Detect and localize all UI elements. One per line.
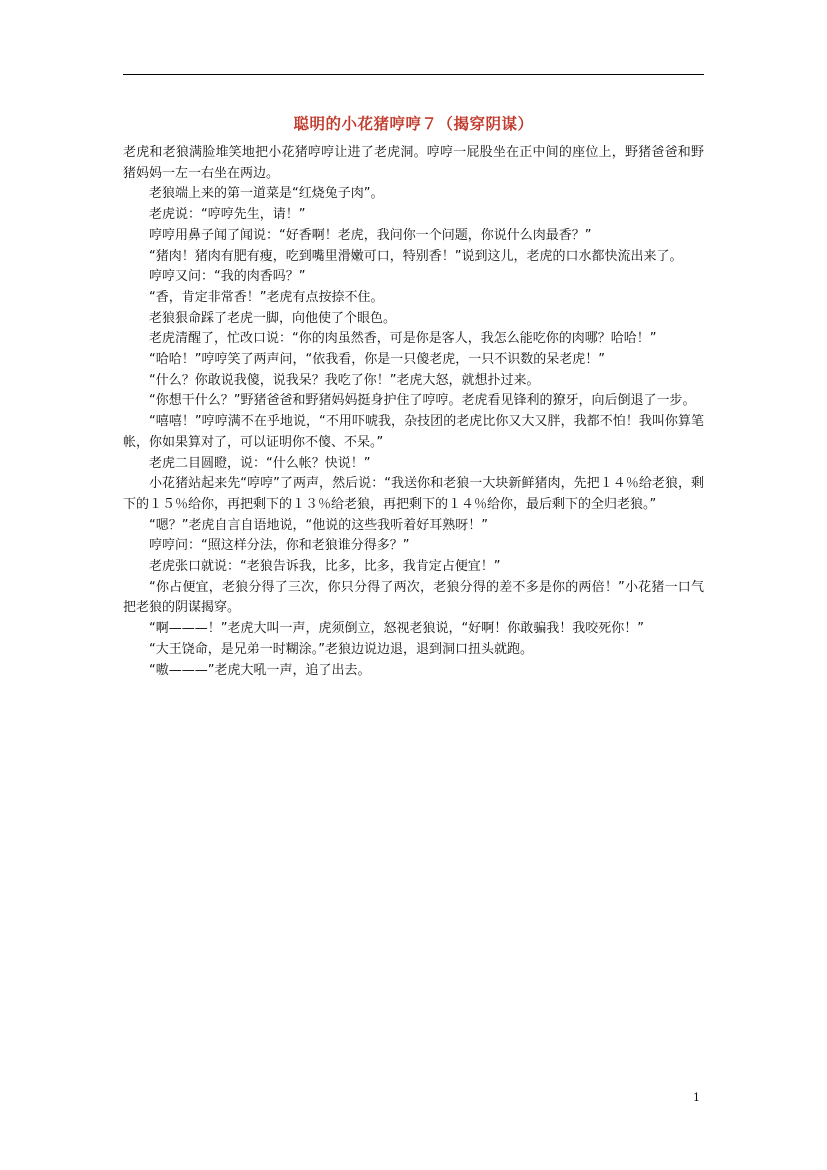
paragraph: “哈哈！”哼哼笑了两声问，“依我看，你是一只傻老虎，一只不识数的呆老虎！”: [149, 352, 605, 368]
paragraph: 老狼端上来的第一道菜是“红烧兔子肉”。: [149, 186, 384, 202]
paragraph: “你想干什么？”野猪爸爸和野猪妈妈挺身护住了哼哼。老虎看见锋利的獠牙，向后倒退了一步。: [149, 393, 696, 409]
paragraph: 哼哼问：“照这样分法，你和老狼谁分得多？”: [149, 538, 410, 554]
paragraph: “嘻嘻！”哼哼满不在乎地说，“不用吓唬我，杂技团的老虎比你又大又胖，我都不怕！我叫你算笔帐，你如果算对了，可以证明你不傻、不呆。”: [123, 414, 704, 450]
header-rule: [123, 74, 704, 75]
paragraph: “什么？你敢说我傻，说我呆？我吃了你！”老虎大怒，就想扑过来。: [149, 372, 540, 388]
article-body: [123, 143, 704, 681]
paragraph: 老虎张口就说：“老狼告诉我，比多，比多，我肯定占便宜！”: [149, 559, 501, 575]
paragraph: 老狼狠命踩了老虎一脚，向他使了个眼色。: [149, 310, 397, 326]
paragraph: “嗯？”老虎自言自语地说，“他说的这些我听着好耳熟呀！”: [149, 517, 488, 533]
paragraph: 小花猪站起来先“哼哼”了两声，然后说：“我送你和老狼一大块新鲜猪肉，先把１４％给老狼，剩下的１５％给你，再把剩下的１３％给老狼，再把剩下的１４％给你，最后剩下的全归老狼。”: [123, 476, 704, 512]
paragraph: “香，肯定非常香！”老虎有点按捺不住。: [149, 289, 384, 305]
paragraph: “你占便宜，老狼分得了三次，你只分得了两次，老狼分得的差不多是你的两倍！”小花猪一口气把老狼的阴谋揭穿。: [123, 579, 704, 616]
paragraph: 老虎清醒了，忙改口说：“你的肉虽然香，可是你是客人，我怎么能吃你的肉哪？哈哈！”: [149, 331, 657, 347]
paragraph: “大王饶命，是兄弟一时糊涂。”老狼边说边退，退到洞口扭头就跑。: [149, 641, 533, 657]
page-title: 聪明的小花猪哼哼７（揭穿阴谋）: [293, 114, 534, 133]
paragraph: 老虎和老狼满脸堆笑地把小花猪哼哼让进了老虎洞。哼哼一屁股坐在正中间的座位上，野猪爸爸和野猪妈妈一左一右坐在两边。: [123, 145, 704, 181]
paragraph: “嗷———”老虎大吼一声，追了出去。: [149, 662, 371, 678]
paragraph: 哼哼又问：“我的肉香吗？”: [149, 269, 306, 285]
paragraph: 老虎说：“哼哼先生，请！”: [149, 207, 306, 223]
page-number: 1: [693, 1091, 700, 1104]
paragraph: “猪肉！猪肉有肥有瘦，吃到嘴里滑嫩可口，特别香！”说到这儿，老虎的口水都快流出来了。: [149, 248, 683, 264]
paragraph: 哼哼用鼻子闻了闻说：“好香啊！老虎，我问你一个问题，你说什么肉最香？”: [149, 227, 592, 243]
paragraph: 老虎二目圆瞪，说：“什么帐？快说！”: [149, 455, 371, 471]
paragraph: “啊———！”老虎大叫一声，虎须倒立，怒视老狼说，“好啊！你敢骗我！我咬死你！”: [149, 621, 644, 637]
